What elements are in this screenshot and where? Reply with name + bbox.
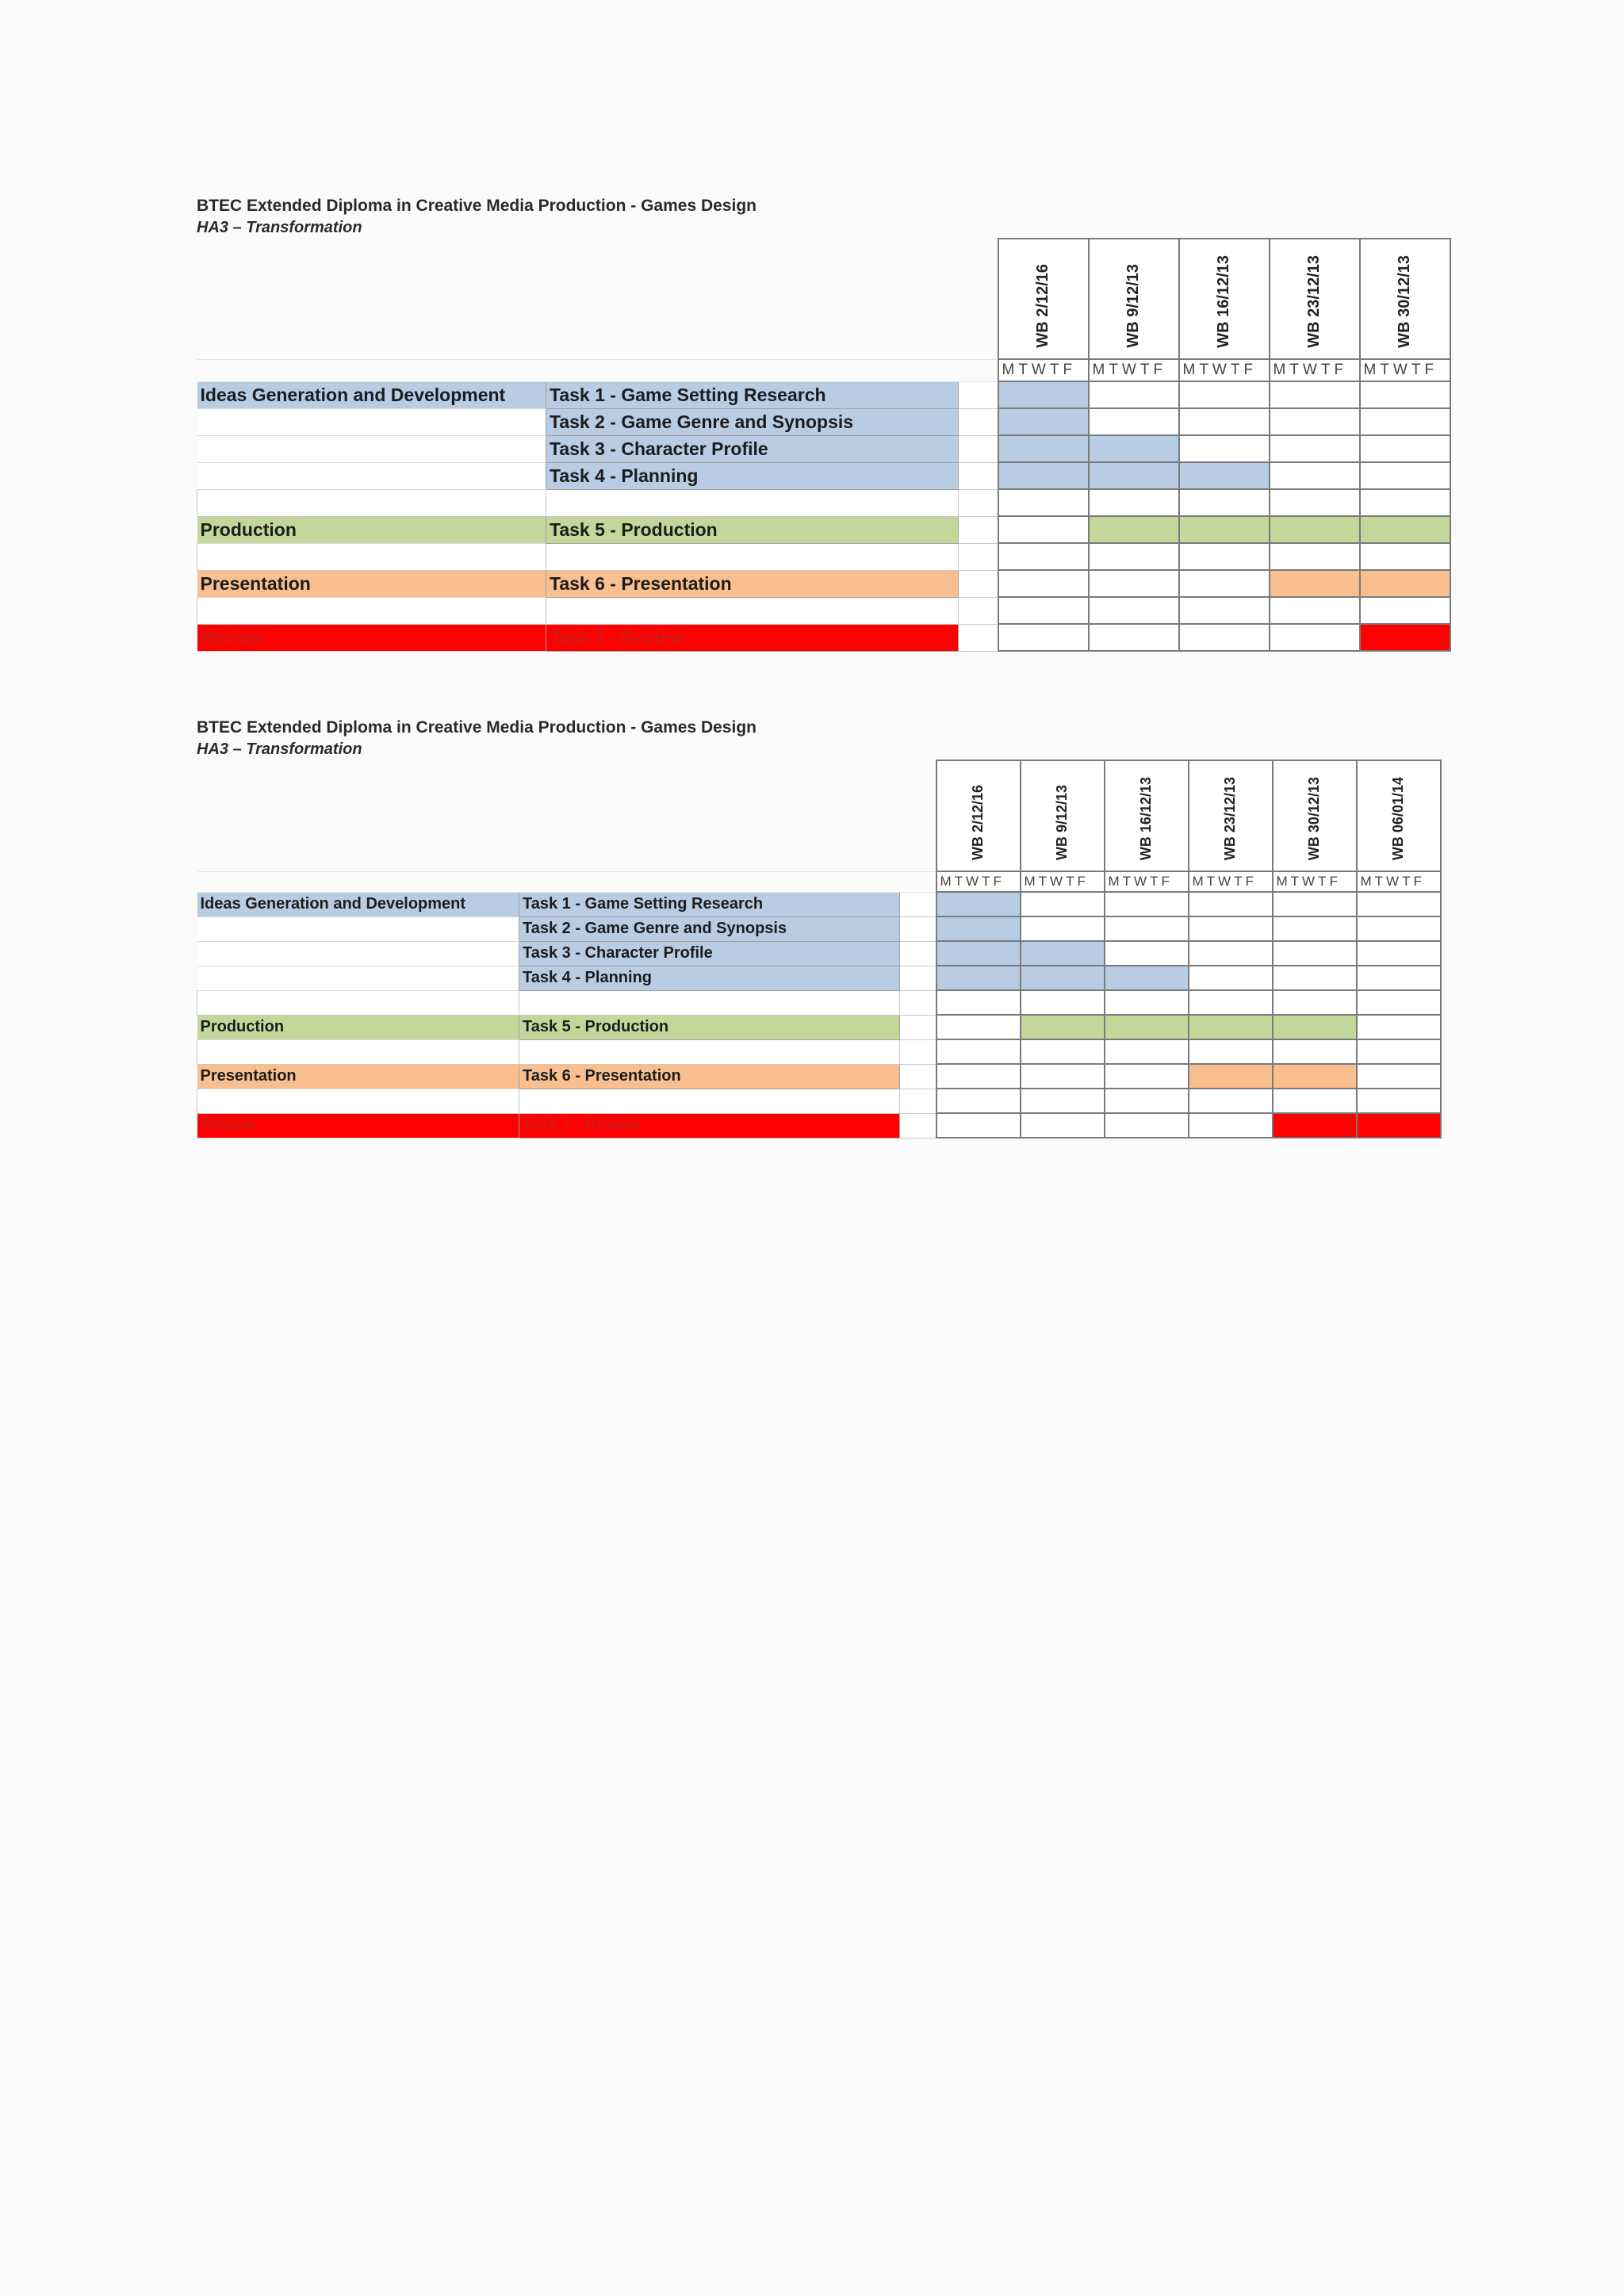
task-label: Task 4 - Planning (519, 966, 900, 990)
gantt-empty-cell (1360, 408, 1450, 435)
gantt-empty-cell (936, 1064, 1021, 1089)
phase-label (197, 462, 546, 489)
gantt-empty-cell (1270, 624, 1360, 651)
weekday-letters: MTWTF (1089, 359, 1179, 381)
gantt-bar-cell (936, 941, 1021, 966)
gantt-empty-cell (1357, 916, 1441, 941)
gantt-empty-cell (1089, 381, 1179, 408)
task-label: Task 3 - Character Profile (519, 941, 900, 966)
weekday-letters: MTWTF (936, 871, 1021, 892)
week-header (1179, 239, 1270, 359)
gantt-empty-cell (1021, 1113, 1105, 1138)
gantt-bar-cell (1179, 516, 1270, 543)
gantt-bar-cell (1357, 1113, 1441, 1138)
phase-label: Review (197, 1113, 519, 1138)
gantt-empty-cell (1189, 941, 1273, 966)
gantt-empty-cell (1105, 916, 1189, 941)
gantt-empty-cell (1270, 435, 1360, 462)
task-row (197, 570, 1450, 597)
week-label: WB 9/12/13 (1054, 784, 1070, 860)
week-label: WB 23/12/13 (1222, 776, 1238, 860)
gantt-bar-cell (1270, 516, 1360, 543)
gantt-empty-cell (998, 516, 1089, 543)
phase-label: Production (197, 1015, 519, 1039)
gantt-empty-cell (1105, 892, 1189, 916)
sheet-subtitle: HA3 – Transformation (197, 219, 362, 236)
week-header (1270, 239, 1360, 359)
task-label: Task 1 - Game Setting Research (519, 892, 900, 916)
week-header (998, 239, 1089, 359)
gantt-table (197, 238, 1451, 652)
task-row (197, 1015, 1441, 1039)
task-label: Task 1 - Game Setting Research (546, 381, 959, 408)
task-row (197, 966, 1441, 990)
gantt-bar-cell (1360, 570, 1450, 597)
gantt-bar-cell (936, 916, 1021, 941)
gantt-bar-cell (998, 435, 1089, 462)
week-header (1105, 760, 1189, 871)
task-label: Task 4 - Planning (546, 462, 959, 489)
gantt-empty-cell (1357, 892, 1441, 916)
gantt-empty-cell (1273, 916, 1357, 941)
gantt-bar-cell (1273, 1113, 1357, 1138)
gantt-empty-cell (1105, 1064, 1189, 1089)
weekday-letters: MTWTF (1105, 871, 1189, 892)
task-row (197, 435, 1450, 462)
gantt-empty-cell (1189, 892, 1273, 916)
weekday-letters: MTWTF (1189, 871, 1273, 892)
weekday-letters: MTWTF (1179, 359, 1270, 381)
phase-label (197, 916, 519, 941)
gantt-bar-cell (1360, 516, 1450, 543)
gantt-empty-cell (1105, 1113, 1189, 1138)
week-label: WB 2/12/16 (970, 784, 986, 860)
task-row (197, 916, 1441, 941)
gantt-bar-cell (1089, 462, 1179, 489)
gantt-empty-cell (1360, 435, 1450, 462)
week-label: WB 30/12/13 (1396, 255, 1413, 348)
gantt-empty-cell (1357, 941, 1441, 966)
gantt-empty-cell (1179, 624, 1270, 651)
task-label: Task 5 - Production (519, 1015, 900, 1039)
task-row (197, 408, 1450, 435)
gantt-bar-cell (1273, 1015, 1357, 1039)
sheet-title: BTEC Extended Diploma in Creative Media Production - Games Design (197, 718, 756, 737)
gantt-empty-cell (1021, 892, 1105, 916)
gantt-bar-cell (1179, 462, 1270, 489)
gantt-empty-cell (998, 570, 1089, 597)
task-label: Task 7 - Review (546, 624, 959, 651)
task-row (197, 1064, 1441, 1089)
week-header (1360, 239, 1450, 359)
gantt-empty-cell (1189, 1113, 1273, 1138)
phase-label: Presentation (197, 1064, 519, 1089)
week-header (1273, 760, 1357, 871)
gantt-empty-cell (1357, 1064, 1441, 1089)
task-row (197, 462, 1450, 489)
gantt-empty-cell (1273, 966, 1357, 990)
week-header (1189, 760, 1273, 871)
gantt-bar-cell (936, 966, 1021, 990)
gantt-empty-cell (1179, 381, 1270, 408)
week-label: WB 06/01/14 (1390, 776, 1406, 860)
gantt-bar-cell (1021, 1015, 1105, 1039)
week-label: WB 9/12/13 (1124, 264, 1142, 348)
weekday-letters: MTWTF (1021, 871, 1105, 892)
gantt-empty-cell (936, 1015, 1021, 1039)
week-header (1021, 760, 1105, 871)
week-label: WB 16/12/13 (1138, 776, 1154, 860)
gantt-bar-cell (1105, 1015, 1189, 1039)
task-label: Task 2 - Game Genre and Synopsis (519, 916, 900, 941)
gantt-empty-cell (1089, 408, 1179, 435)
task-row (197, 892, 1441, 916)
task-row (197, 624, 1450, 651)
phase-label: Ideas Generation and Development (197, 892, 519, 916)
weekday-letters: MTWTF (1273, 871, 1357, 892)
gantt-empty-cell (1089, 570, 1179, 597)
gantt-empty-cell (1179, 435, 1270, 462)
week-label: WB 16/12/13 (1215, 255, 1232, 348)
gantt-table (197, 760, 1442, 1138)
gantt-bar-cell (1189, 1064, 1273, 1089)
gantt-bar-cell (1089, 435, 1179, 462)
task-row (197, 1113, 1441, 1138)
gantt-empty-cell (1179, 570, 1270, 597)
gantt-empty-cell (1357, 966, 1441, 990)
gantt-empty-cell (1273, 941, 1357, 966)
gantt-empty-cell (1357, 1015, 1441, 1039)
gantt-bar-cell (998, 381, 1089, 408)
phase-label: Presentation (197, 570, 546, 597)
task-label: Task 2 - Game Genre and Synopsis (546, 408, 959, 435)
gantt-empty-cell (1270, 462, 1360, 489)
task-row (197, 381, 1450, 408)
week-label: WB 2/12/16 (1034, 264, 1051, 348)
gantt-empty-cell (1021, 1064, 1105, 1089)
sheet-title: BTEC Extended Diploma in Creative Media Production - Games Design (197, 197, 756, 215)
gantt-empty-cell (1189, 916, 1273, 941)
phase-label: Review (197, 624, 546, 651)
phase-label: Production (197, 516, 546, 543)
gantt-empty-cell (1105, 941, 1189, 966)
gantt-bar-cell (1270, 570, 1360, 597)
gantt-empty-cell (1089, 624, 1179, 651)
phase-label (197, 941, 519, 966)
task-label: Task 6 - Presentation (519, 1064, 900, 1089)
gantt-bar-cell (1360, 624, 1450, 651)
gantt-empty-cell (1360, 381, 1450, 408)
week-label: WB 30/12/13 (1306, 776, 1322, 860)
phase-label (197, 435, 546, 462)
weekday-letters: MTWTF (1270, 359, 1360, 381)
week-header (1089, 239, 1179, 359)
gantt-empty-cell (1189, 966, 1273, 990)
gantt-bar-cell (998, 408, 1089, 435)
weekday-letters: MTWTF (1360, 359, 1450, 381)
gantt-bar-cell (1189, 1015, 1273, 1039)
phase-label (197, 408, 546, 435)
gantt-bar-cell (1021, 941, 1105, 966)
gantt-empty-cell (1179, 408, 1270, 435)
gantt-bar-cell (1105, 966, 1189, 990)
gantt-bar-cell (1273, 1064, 1357, 1089)
gantt-bar-cell (1089, 516, 1179, 543)
gantt-sheet-1 (197, 195, 1456, 652)
weekday-letters: MTWTF (1357, 871, 1441, 892)
gantt-sheet-2 (197, 717, 1454, 1138)
task-label: Task 7 - Review (519, 1113, 900, 1138)
task-row (197, 941, 1441, 966)
gantt-empty-cell (936, 1113, 1021, 1138)
phase-label: Ideas Generation and Development (197, 381, 546, 408)
week-header (936, 760, 1021, 871)
task-row (197, 516, 1450, 543)
phase-label (197, 966, 519, 990)
gantt-empty-cell (1270, 381, 1360, 408)
task-label: Task 3 - Character Profile (546, 435, 959, 462)
week-label: WB 23/12/13 (1305, 255, 1323, 348)
gantt-bar-cell (998, 462, 1089, 489)
gantt-bar-cell (1021, 966, 1105, 990)
task-label: Task 5 - Production (546, 516, 959, 543)
gantt-bar-cell (936, 892, 1021, 916)
weekday-letters: MTWTF (998, 359, 1089, 381)
sheet-subtitle: HA3 – Transformation (197, 740, 362, 758)
gantt-empty-cell (1273, 892, 1357, 916)
week-header (1357, 760, 1441, 871)
task-label: Task 6 - Presentation (546, 570, 959, 597)
gantt-empty-cell (1360, 462, 1450, 489)
gantt-empty-cell (1021, 916, 1105, 941)
gantt-empty-cell (1270, 408, 1360, 435)
gantt-empty-cell (998, 624, 1089, 651)
